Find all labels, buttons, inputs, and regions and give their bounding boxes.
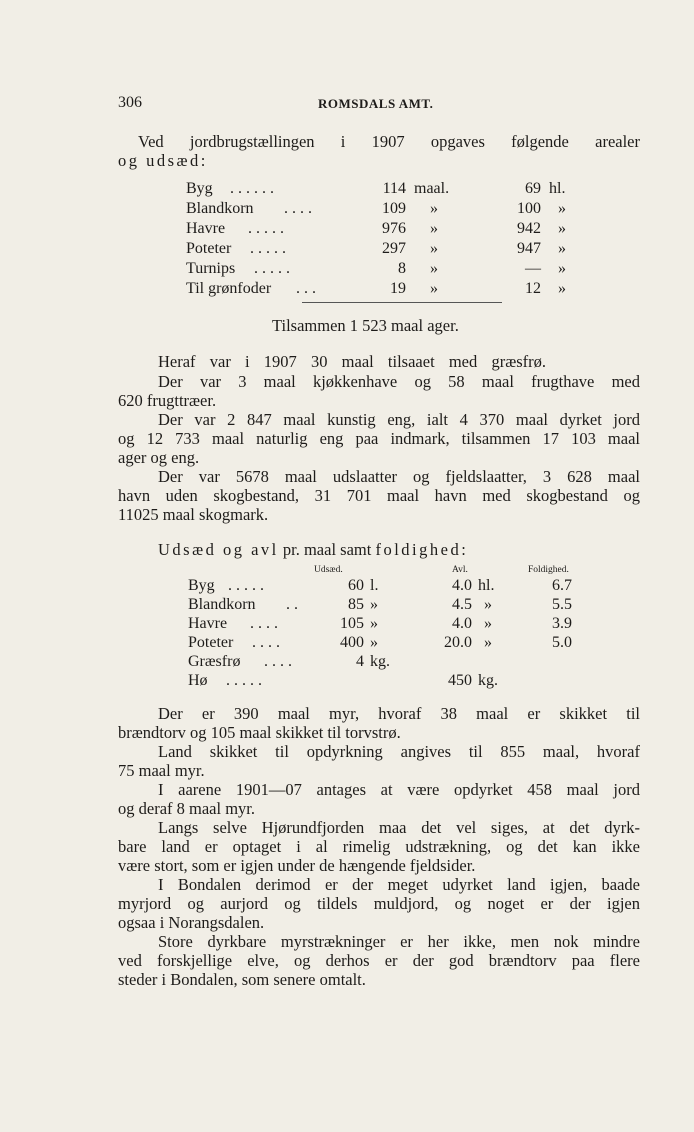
paragraph-3-line-3: ager og eng.	[118, 448, 200, 467]
crop-name: Byg	[186, 180, 213, 197]
yield-title-part-b: pr. maal samt	[282, 540, 372, 559]
yield-unit: »	[484, 615, 492, 632]
crop-name: Hø	[188, 672, 208, 689]
seed-value: 69	[525, 180, 541, 197]
dot-leader: . . . . .	[226, 672, 262, 689]
closing-4-line-1: Langs selve Hjørundfjorden maa det vel siges, at det dyrk-	[158, 818, 640, 837]
dot-leader: . . . .	[264, 653, 292, 670]
seed-value: 947	[517, 240, 541, 257]
running-header: ROMSDALS AMT.	[318, 96, 434, 111]
dot-leader: . .	[286, 596, 298, 613]
page-number: 306	[118, 94, 142, 111]
yield-value: 20.0	[444, 634, 472, 651]
header-seed: Udsæd.	[314, 565, 343, 575]
seed-value: 105	[340, 615, 364, 632]
yield-table	[188, 563, 608, 693]
dot-leader: . . . . .	[254, 260, 290, 277]
yield-value: 4.0	[452, 577, 472, 594]
area-value: 976	[382, 220, 406, 237]
yield-unit: hl.	[478, 577, 495, 594]
intro-line-2: og udsæd:	[118, 151, 208, 170]
closing-4-line-3: være stort, som er igjen under de hængende fjeldsider.	[118, 856, 476, 875]
seed-value: —	[525, 260, 541, 277]
yield-unit: »	[484, 634, 492, 651]
closing-2-line-2: 75 maal myr.	[118, 761, 205, 780]
area-value: 8	[398, 260, 406, 277]
paragraph-2-line-1: Der var 3 maal kjøkkenhave og 58 maal frugthave med	[158, 372, 640, 391]
closing-1-line-2: brændtorv og 105 maal skikket til torvstrø.	[118, 723, 401, 742]
header-fold: Foldighed.	[528, 565, 569, 575]
paragraph-3-line-1: Der var 2 847 maal kunstig eng, ialt 4 370 maal dyrket jord	[158, 410, 640, 429]
seed-unit: »	[370, 634, 378, 651]
seed-value: 85	[348, 596, 364, 613]
seed-unit: l.	[370, 577, 379, 594]
paragraph-2-line-2: 620 frugttræer.	[118, 391, 217, 410]
fold-value: 6.7	[552, 577, 572, 594]
closing-5-line-2: myrjord og aurjord og tildels muldjord, og noget er der igjen	[118, 894, 640, 913]
area-unit: »	[430, 260, 438, 277]
crop-name: Blandkorn	[188, 596, 256, 613]
dot-leader: . . . . .	[250, 240, 286, 257]
closing-2-line-1: Land skikket til opdyrkning angives til 855 maal, hvoraf	[158, 742, 640, 761]
area-unit: »	[430, 280, 438, 297]
area-value: 114	[382, 180, 406, 197]
area-value: 109	[382, 200, 406, 217]
fold-value: 3.9	[552, 615, 572, 632]
closing-6-line-3: steder i Bondalen, som senere omtalt.	[118, 970, 366, 989]
seed-value: 12	[525, 280, 541, 297]
closing-5-line-3: ogsaa i Norangsdalen.	[118, 913, 265, 932]
header-yield: Avl.	[452, 565, 468, 575]
paragraph-4-line-3: 11025 maal skogmark.	[118, 505, 269, 524]
area-table	[186, 180, 606, 330]
crop-name: Græsfrø	[188, 653, 241, 670]
crop-name: Havre	[188, 615, 228, 632]
seed-unit: »	[558, 200, 566, 217]
area-unit: »	[430, 200, 438, 217]
crop-name: Blandkorn	[186, 200, 254, 217]
paragraph-4-line-1: Der var 5678 maal udslaatter og fjeldslaatter, 3 628 maal	[158, 467, 640, 486]
crop-name: Havre	[186, 220, 226, 237]
dot-leader: . . . . .	[228, 577, 264, 594]
yield-unit: »	[484, 596, 492, 613]
dot-leader: . . . . . .	[230, 180, 274, 197]
closing-6-line-1: Store dyrkbare myrstrækninger er her ikke, men nok mindre	[158, 932, 640, 951]
yield-value: 450	[448, 672, 472, 689]
dot-leader: . . .	[296, 280, 316, 297]
area-total: Tilsammen 1 523 maal ager.	[272, 316, 459, 335]
dot-leader: . . . .	[252, 634, 280, 651]
total-rule	[302, 302, 502, 303]
dot-leader: . . . .	[284, 200, 312, 217]
closing-3-line-1: I aarene 1901—07 antages at være opdyrket 458 maal jord	[158, 780, 640, 799]
yield-title-part-c: foldighed:	[375, 540, 469, 559]
yield-value: 4.0	[452, 615, 472, 632]
area-value: 19	[390, 280, 406, 297]
paragraph-4-line-2: havn uden skogbestand, 31 701 maal havn med skogbestand og	[118, 486, 640, 505]
seed-unit: kg.	[370, 653, 390, 670]
yield-value: 4.5	[452, 596, 472, 613]
seed-unit: »	[370, 615, 378, 632]
paragraph-1: Heraf var i 1907 30 maal tilsaaet med græsfrø.	[158, 352, 546, 371]
crop-name: Byg	[188, 577, 215, 594]
closing-3-line-2: og deraf 8 maal myr.	[118, 799, 255, 818]
crop-name: Til grønfoder	[186, 280, 272, 297]
paragraph-3-line-2: og 12 733 maal naturlig eng paa indmark, tilsammen 17 103 maal	[118, 429, 640, 448]
seed-unit: hl.	[549, 180, 566, 197]
area-unit: maal.	[414, 180, 450, 197]
fold-value: 5.5	[552, 596, 572, 613]
yield-title-part-a: Udsæd og avl	[158, 540, 279, 559]
dot-leader: . . . . .	[248, 220, 284, 237]
seed-value: 100	[517, 200, 541, 217]
seed-unit: »	[370, 596, 378, 613]
seed-value: 942	[517, 220, 541, 237]
seed-value: 400	[340, 634, 364, 651]
crop-name: Poteter	[188, 634, 234, 651]
closing-1-line-1: Der er 390 maal myr, hvoraf 38 maal er skikket til	[158, 704, 640, 723]
seed-unit: »	[558, 280, 566, 297]
seed-unit: »	[558, 260, 566, 277]
dot-leader: . . . .	[250, 615, 278, 632]
seed-unit: »	[558, 240, 566, 257]
area-unit: »	[430, 240, 438, 257]
area-unit: »	[430, 220, 438, 237]
crop-name: Poteter	[186, 240, 232, 257]
fold-value: 5.0	[552, 634, 572, 651]
seed-value: 60	[348, 577, 364, 594]
closing-4-line-2: bare land er optaget i al rimelig udstrækning, og det kan ikke	[118, 837, 640, 856]
yield-unit: kg.	[478, 672, 498, 689]
crop-name: Turnips	[186, 260, 236, 277]
seed-unit: »	[558, 220, 566, 237]
closing-5-line-1: I Bondalen derimod er der meget udyrket land igjen, baade	[158, 875, 640, 894]
area-value: 297	[382, 240, 406, 257]
intro-line-1: Ved jordbrugstællingen i 1907 opgaves følgende arealer	[138, 132, 640, 151]
yield-section-title	[158, 540, 522, 560]
closing-6-line-2: ved forskjellige elve, og derhos er der god brændtorv paa flere	[118, 951, 640, 970]
seed-value: 4	[356, 653, 364, 670]
